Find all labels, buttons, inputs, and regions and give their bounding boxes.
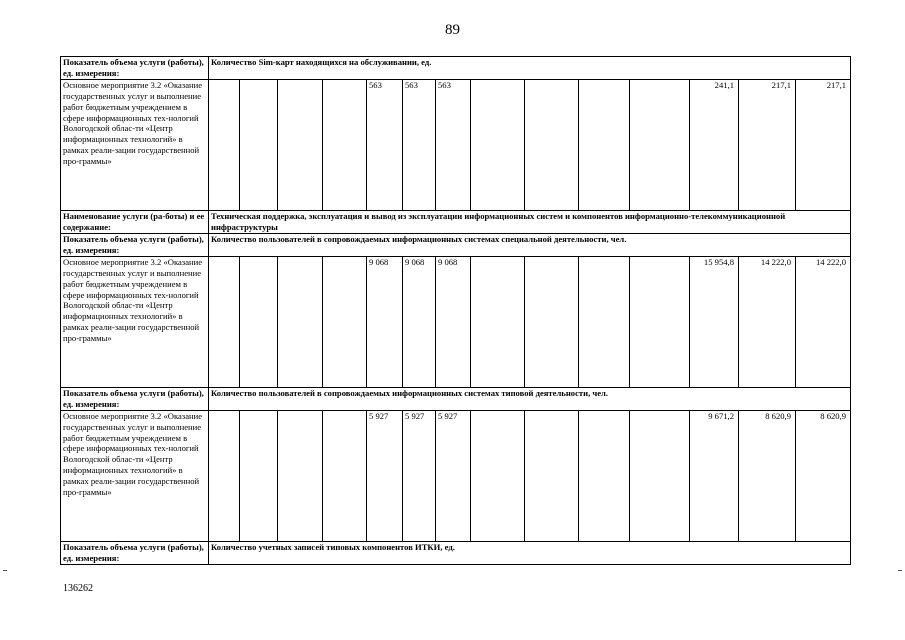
section-label: Наименование услуги (ра-боты) и ее содержание: [61,210,209,233]
empty-cell [579,257,630,388]
value-cell: 5 927 [436,411,471,542]
value-cell: 9 068 [367,257,403,388]
document-code: 136262 [63,583,93,594]
empty-cell [278,80,323,211]
value-cell: 9 671,2 [690,411,739,542]
margin-mark-left [3,570,7,571]
empty-cell [630,80,690,211]
service-row [61,210,851,233]
activity-description: Основное мероприятие 3.2 «Оказание государственных услуг и выполнение работ бюджетным учреждением в сфере информационных тех-нологий Вологодской облас-ти «Центр информационных технологий» в рамках реали-зации государственной про-граммы» [61,411,209,542]
section-value: Количество пользователей в сопровождаемых информационных системах типовой деятельности, чел. [209,387,851,410]
empty-cell [278,411,323,542]
value-cell: 14 222,0 [739,257,796,388]
empty-cell [323,80,367,211]
empty-cell [579,80,630,211]
empty-cell [630,257,690,388]
value-cell: 9 068 [436,257,471,388]
report-table [60,56,851,565]
section-value: Техническая поддержка, эксплуатация и вывод из эксплуатации информационных систем и компонентов информационно-телекоммуникационной инфраструктуры [209,210,851,233]
data-row [61,411,851,542]
data-row [61,80,851,211]
indicator-row [61,57,851,80]
empty-cell [471,411,525,542]
value-cell: 217,1 [739,80,796,211]
empty-cell [525,257,579,388]
section-value: Количество пользователей в сопровождаемых информационных системах специальной деятельности, чел. [209,234,851,257]
empty-cell [471,80,525,211]
empty-cell [630,411,690,542]
empty-cell [209,411,240,542]
value-cell: 8 620,9 [796,411,851,542]
section-label: Показатель объема услуги (работы), ед. измерения: [61,57,209,80]
value-cell: 14 222,0 [796,257,851,388]
value-cell: 15 954,8 [690,257,739,388]
indicator-row [61,387,851,410]
empty-cell [240,80,278,211]
value-cell: 8 620,9 [739,411,796,542]
section-value: Количество учетных записей типовых компонентов ИТКИ, ед. [209,541,851,564]
value-cell: 9 068 [403,257,436,388]
value-cell: 563 [436,80,471,211]
page-number: 89 [445,22,460,38]
data-row [61,257,851,388]
section-label: Показатель объема услуги (работы), ед. измерения: [61,387,209,410]
section-label: Показатель объема услуги (работы), ед. измерения: [61,541,209,564]
report-table-body [61,57,851,565]
margin-mark-right [898,570,902,571]
empty-cell [525,80,579,211]
value-cell: 563 [403,80,436,211]
activity-description: Основное мероприятие 3.2 «Оказание государственных услуг и выполнение работ бюджетным учреждением в сфере информационных тех-нологий Вологодской облас-ти «Центр информационных технологий» в рамках реали-зации государственной про-граммы» [61,80,209,211]
empty-cell [525,411,579,542]
activity-description: Основное мероприятие 3.2 «Оказание государственных услуг и выполнение работ бюджетным учреждением в сфере информационных тех-нологий Вологодской облас-ти «Центр информационных технологий» в рамках реали-зации государственной про-граммы» [61,257,209,388]
empty-cell [471,257,525,388]
empty-cell [323,257,367,388]
value-cell: 563 [367,80,403,211]
empty-cell [579,411,630,542]
value-cell: 217,1 [796,80,851,211]
empty-cell [323,411,367,542]
value-cell: 5 927 [403,411,436,542]
empty-cell [209,257,240,388]
indicator-row [61,541,851,564]
value-cell: 5 927 [367,411,403,542]
section-label: Показатель объема услуги (работы), ед. измерения: [61,234,209,257]
value-cell: 241,1 [690,80,739,211]
empty-cell [209,80,240,211]
empty-cell [278,257,323,388]
empty-cell [240,411,278,542]
section-value: Количество Sim-карт находящихся на обслуживании, ед. [209,57,851,80]
indicator-row [61,234,851,257]
empty-cell [240,257,278,388]
